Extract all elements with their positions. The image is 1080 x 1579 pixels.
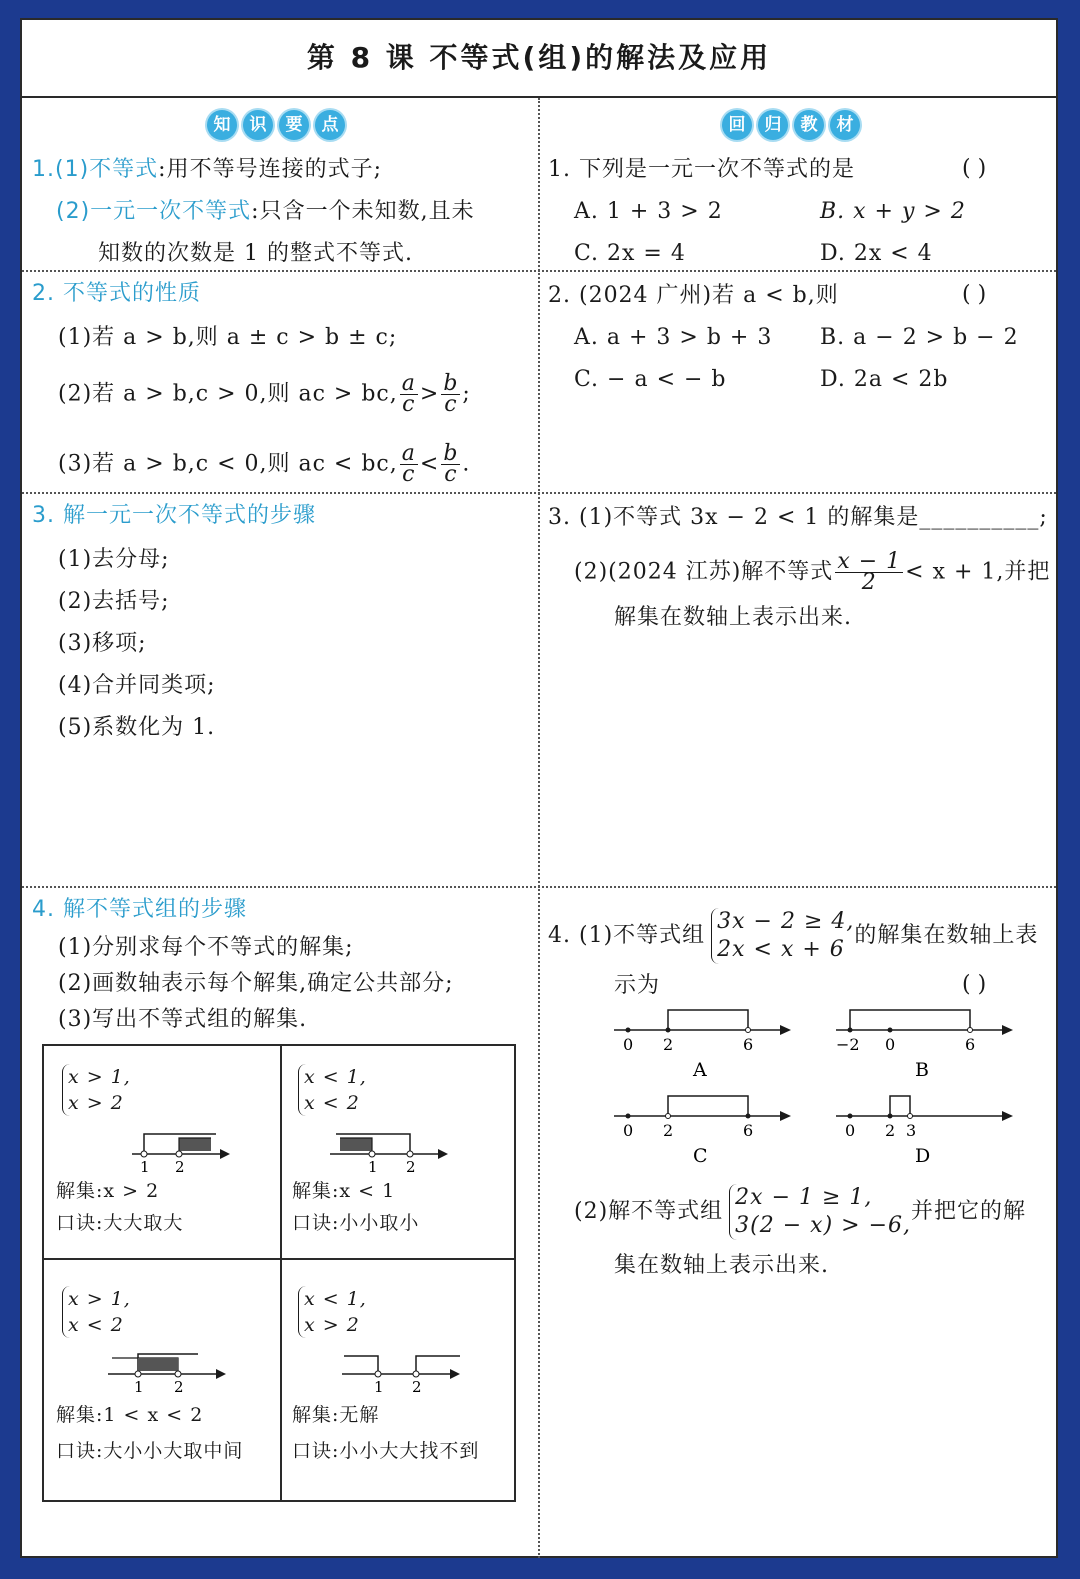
term-linear-inequality: (2)一元一次不等式 bbox=[56, 199, 252, 224]
table-cell-1 bbox=[56, 1064, 131, 1116]
mnemonic: 口诀:大小小大取中间 bbox=[56, 1440, 244, 1462]
question-2-stem: 2. (2024 广州)若 a < b,则 bbox=[548, 283, 839, 308]
column-divider bbox=[538, 98, 540, 1558]
number-line-cell-3 bbox=[104, 1346, 234, 1396]
table-hline bbox=[44, 1258, 514, 1260]
tick-label: 2 bbox=[885, 1121, 896, 1140]
number-line-cell-2 bbox=[326, 1126, 456, 1176]
numerator: x − 1 bbox=[837, 549, 902, 574]
tick-label: 1 bbox=[368, 1158, 378, 1176]
header-char: 知 bbox=[207, 110, 237, 140]
row-divider-2 bbox=[22, 492, 1056, 494]
system-row: x < 1, bbox=[304, 1288, 367, 1310]
property-2 bbox=[58, 371, 471, 417]
system-row: x < 1, bbox=[304, 1066, 367, 1088]
numerator: b bbox=[443, 371, 459, 396]
tick-label: 0 bbox=[623, 1121, 634, 1140]
worksheet-page bbox=[20, 18, 1058, 1558]
question-text: < x + 1,并把 bbox=[905, 559, 1051, 585]
punct: ; bbox=[1039, 505, 1048, 530]
system-row: x > 1, bbox=[68, 1288, 131, 1310]
tick-label: 3 bbox=[906, 1121, 917, 1140]
question-3-instruction: 解集在数轴上表示出来. bbox=[614, 605, 852, 630]
knowledge-number: 1. bbox=[32, 157, 55, 182]
system-row: 2x − 1 ≥ 1, bbox=[735, 1185, 873, 1210]
fraction bbox=[441, 441, 460, 487]
system-step-1: (1)分别求每个不等式的解集; bbox=[58, 935, 354, 960]
question-4-instruction: 集在数轴上表示出来. bbox=[614, 1253, 829, 1278]
knowledge-1-line-2 bbox=[56, 198, 475, 226]
tick-label: 6 bbox=[743, 1035, 754, 1054]
knowledge-points-header bbox=[204, 110, 348, 140]
numerator: a bbox=[401, 371, 416, 396]
table-vline bbox=[280, 1046, 282, 1500]
option-label: D bbox=[915, 1145, 931, 1167]
option-c-number-line[interactable] bbox=[610, 1088, 800, 1168]
knowledge-1-line-3: 知数的次数是 1 的整式不等式. bbox=[98, 241, 413, 266]
step-1: (1)去分母; bbox=[58, 547, 170, 572]
table-cell-3 bbox=[56, 1286, 131, 1338]
header-char: 材 bbox=[830, 110, 860, 140]
system-row: x < 2 bbox=[304, 1092, 360, 1114]
mnemonic: 口诀:小小大大找不到 bbox=[292, 1440, 480, 1462]
header-char: 教 bbox=[794, 110, 824, 140]
denominator: 2 bbox=[861, 570, 877, 595]
fraction bbox=[835, 549, 903, 595]
tick-label: 1 bbox=[134, 1378, 144, 1396]
inequality-system bbox=[711, 908, 854, 964]
tick-label: 6 bbox=[743, 1121, 754, 1140]
option-c[interactable]: C. 2x = 4 bbox=[574, 241, 686, 266]
table-cell-4 bbox=[292, 1286, 367, 1338]
system-row: 3x − 2 ≥ 4, bbox=[717, 909, 855, 934]
inequality-system bbox=[298, 1064, 367, 1116]
property-1: (1)若 a > b,则 a ± c > b ± c; bbox=[58, 325, 398, 350]
property-3 bbox=[58, 441, 471, 487]
question-text: (2)解不等式组 bbox=[574, 1199, 724, 1224]
tick-label: 2 bbox=[174, 1378, 184, 1396]
number-line-cell-4 bbox=[338, 1346, 468, 1396]
row-divider-3 bbox=[22, 886, 1056, 888]
answer-bracket[interactable]: ( ) bbox=[962, 972, 987, 997]
system-row: x > 1, bbox=[68, 1066, 131, 1088]
question-text: 并把它的解 bbox=[911, 1199, 1027, 1224]
tick-label: 0 bbox=[885, 1035, 896, 1054]
header-char: 点 bbox=[315, 110, 345, 140]
question-4-part-1 bbox=[548, 908, 1038, 964]
option-label: A bbox=[693, 1059, 707, 1081]
property-text: (2)若 a > b,c > 0,则 ac > bc, bbox=[58, 381, 398, 407]
tick-label: 1 bbox=[140, 1158, 150, 1176]
tick-label: −2 bbox=[836, 1035, 860, 1054]
solution-set: 解集:x < 1 bbox=[292, 1180, 396, 1202]
knowledge-4-heading: 4. 解不等式组的步骤 bbox=[32, 897, 247, 922]
tick-label: 1 bbox=[374, 1378, 384, 1396]
inequality-system bbox=[729, 1184, 911, 1240]
punct: ; bbox=[462, 381, 471, 407]
denominator: c bbox=[444, 462, 458, 487]
system-row: 3(2 − x) > −6, bbox=[735, 1213, 912, 1238]
fraction bbox=[441, 371, 460, 417]
option-d[interactable]: D. 2x < 4 bbox=[820, 241, 933, 266]
definition-text: :只含一个未知数,且未 bbox=[251, 199, 475, 224]
header-char: 识 bbox=[243, 110, 273, 140]
system-row: 2x < x + 6 bbox=[717, 937, 845, 962]
question-text: 3. (1)不等式 3x − 2 < 1 的解集是 bbox=[548, 505, 920, 530]
option-label: C bbox=[693, 1145, 708, 1167]
numerator: b bbox=[443, 441, 459, 466]
header-char: 回 bbox=[722, 110, 752, 140]
denominator: c bbox=[444, 392, 458, 417]
option-b-number-line[interactable] bbox=[832, 1002, 1022, 1082]
header-char: 要 bbox=[279, 110, 309, 140]
system-row: x > 2 bbox=[304, 1314, 360, 1336]
question-text: (2)(2024 江苏)解不等式 bbox=[574, 559, 834, 585]
question-3-part-1 bbox=[548, 504, 1048, 532]
option-a-number-line[interactable] bbox=[610, 1002, 800, 1082]
number-line-cell-1 bbox=[124, 1126, 234, 1176]
denominator: c bbox=[402, 392, 416, 417]
punct: . bbox=[462, 451, 471, 477]
step-2: (2)去括号; bbox=[58, 589, 170, 614]
question-1-stem: 1. 下列是一元一次不等式的是 bbox=[548, 157, 855, 182]
tick-label: 2 bbox=[663, 1121, 674, 1140]
tick-label: 2 bbox=[412, 1378, 422, 1396]
option-label: B bbox=[915, 1059, 929, 1081]
option-b[interactable]: B. x + y > 2 bbox=[820, 199, 966, 224]
answer-bracket[interactable]: ( ) bbox=[962, 282, 987, 307]
solution-set: 解集:无解 bbox=[292, 1404, 380, 1426]
textbook-review-header bbox=[719, 110, 863, 140]
header-char: 归 bbox=[758, 110, 788, 140]
tick-label: 6 bbox=[965, 1035, 976, 1054]
inequality-system bbox=[298, 1286, 367, 1338]
inequality-system bbox=[62, 1064, 131, 1116]
tick-label: 2 bbox=[175, 1158, 185, 1176]
option-c[interactable]: C. − a < − b bbox=[574, 367, 727, 392]
knowledge-2-heading: 2. 不等式的性质 bbox=[32, 281, 201, 306]
tick-label: 2 bbox=[406, 1158, 416, 1176]
option-d[interactable]: D. 2a < 2b bbox=[820, 367, 949, 392]
option-b[interactable]: B. a − 2 > b − 2 bbox=[820, 325, 1019, 350]
tick-label: 2 bbox=[663, 1035, 674, 1054]
mnemonic: 口诀:大大取大 bbox=[56, 1212, 184, 1234]
solution-set: 解集:x > 2 bbox=[56, 1180, 160, 1202]
system-row: x < 2 bbox=[68, 1314, 124, 1336]
fraction bbox=[400, 371, 418, 417]
knowledge-3-heading: 3. 解一元一次不等式的步骤 bbox=[32, 503, 316, 528]
mnemonic: 口诀:小小取小 bbox=[292, 1212, 420, 1234]
step-4: (4)合并同类项; bbox=[58, 673, 216, 698]
tick-label: 0 bbox=[623, 1035, 634, 1054]
question-4-line-2: 示为 bbox=[614, 973, 661, 998]
option-d-number-line[interactable] bbox=[832, 1088, 1022, 1168]
answer-blank[interactable]: __________ bbox=[919, 505, 1040, 530]
numerator: a bbox=[401, 441, 416, 466]
operator: < bbox=[419, 451, 440, 477]
table-cell-2 bbox=[292, 1064, 367, 1116]
option-a[interactable]: A. 1 + 3 > 2 bbox=[574, 199, 723, 224]
knowledge-1-line-1 bbox=[32, 156, 382, 184]
question-4-part-2 bbox=[574, 1184, 1026, 1240]
step-5: (5)系数化为 1. bbox=[58, 715, 216, 740]
tick-label: 0 bbox=[845, 1121, 856, 1140]
denominator: c bbox=[402, 462, 416, 487]
answer-bracket[interactable]: ( ) bbox=[962, 156, 987, 181]
definition-text: :用不等号连接的式子; bbox=[158, 157, 382, 182]
question-text: 4. (1)不等式组 bbox=[548, 923, 706, 948]
system-step-3: (3)写出不等式组的解集. bbox=[58, 1007, 308, 1032]
property-text: (3)若 a > b,c < 0,则 ac < bc, bbox=[58, 451, 398, 477]
row-divider-1 bbox=[22, 270, 1056, 272]
step-3: (3)移项; bbox=[58, 631, 147, 656]
solution-set: 解集:1 < x < 2 bbox=[56, 1404, 204, 1426]
system-row: x > 2 bbox=[68, 1092, 124, 1114]
fraction bbox=[400, 441, 418, 487]
option-a[interactable]: A. a + 3 > b + 3 bbox=[574, 325, 773, 350]
term-inequality: (1)不等式 bbox=[55, 157, 159, 182]
page-title: 第 8 课 不等式(组)的解法及应用 bbox=[22, 20, 1056, 98]
question-text: 的解集在数轴上表 bbox=[854, 923, 1039, 948]
question-3-part-2 bbox=[574, 549, 1051, 595]
solution-summary-table bbox=[42, 1044, 516, 1502]
operator: > bbox=[419, 381, 440, 407]
system-step-2: (2)画数轴表示每个解集,确定公共部分; bbox=[58, 971, 454, 996]
inequality-system bbox=[62, 1286, 131, 1338]
